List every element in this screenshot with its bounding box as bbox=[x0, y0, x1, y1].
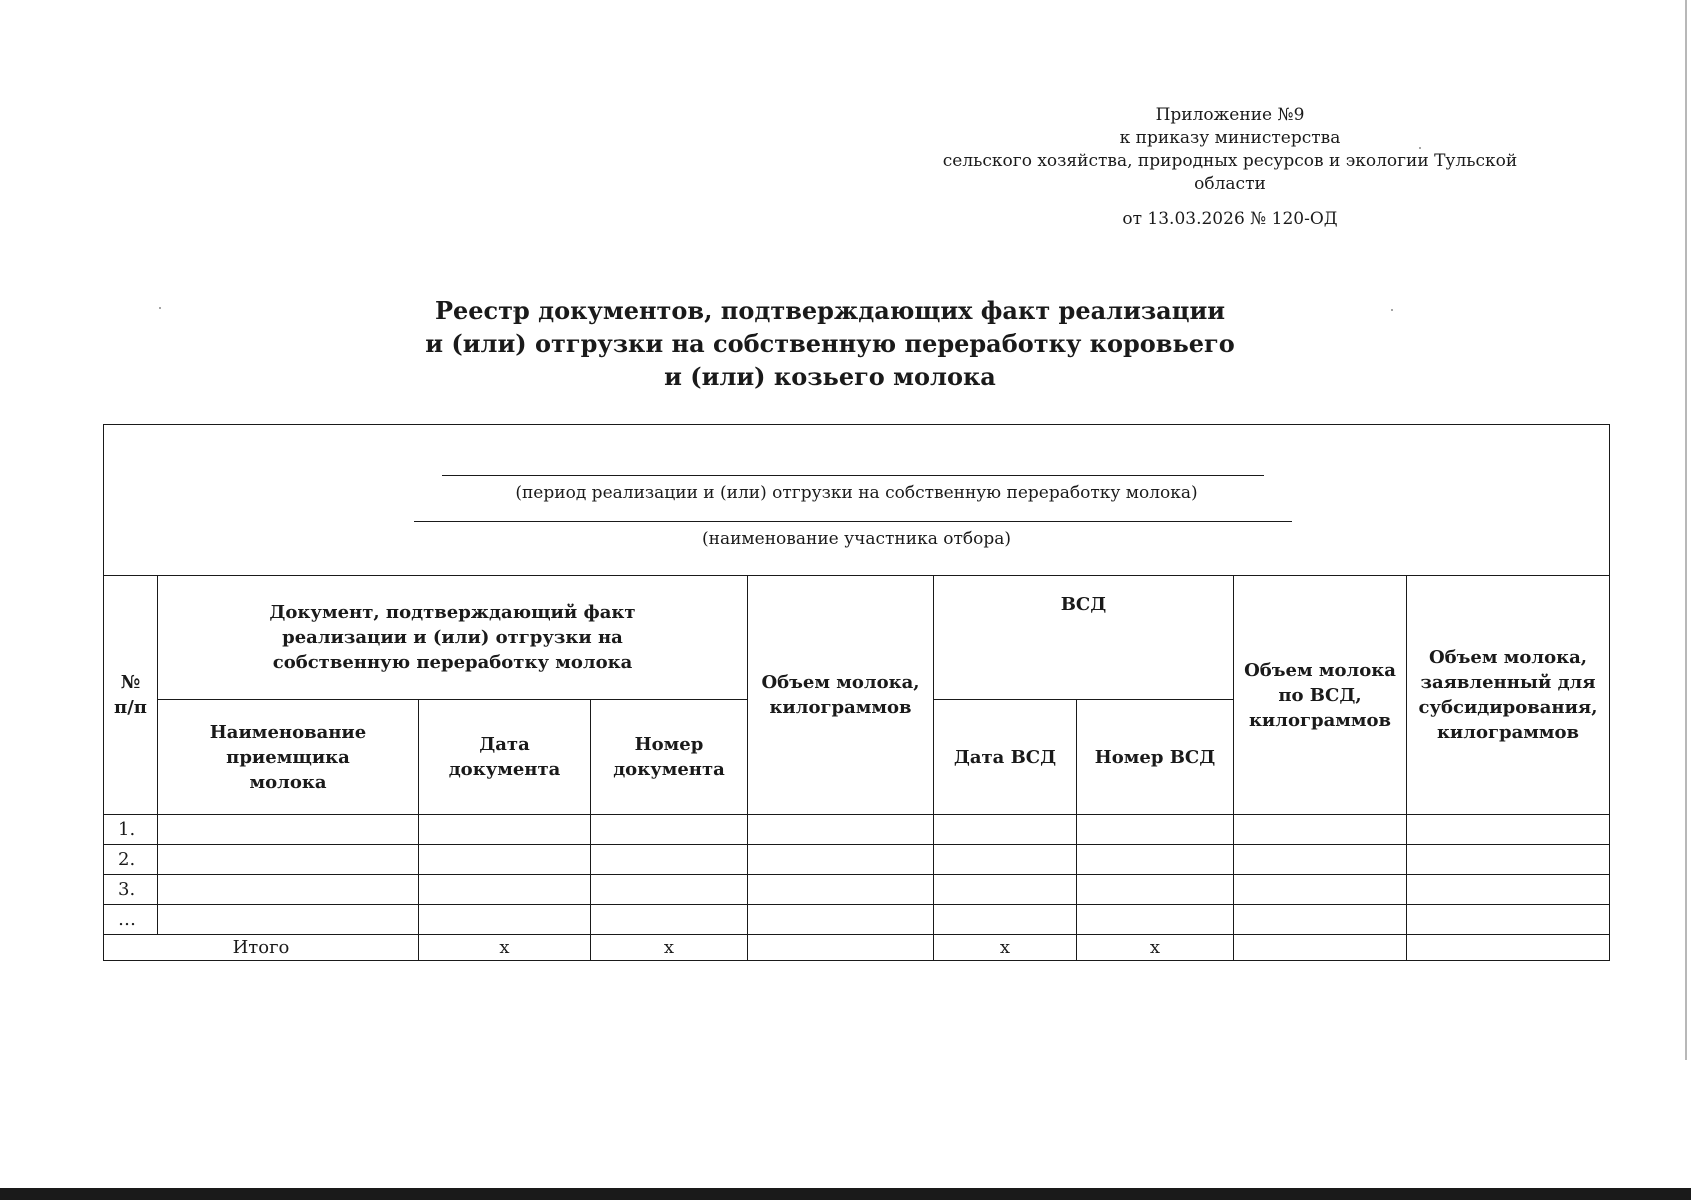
milk-volume-cell[interactable] bbox=[748, 815, 934, 845]
header-vsd-number: Номер ВСД bbox=[1077, 700, 1234, 815]
header-vsd-date: Дата ВСД bbox=[934, 700, 1077, 815]
registry-table bbox=[103, 424, 1610, 961]
title-line: Реестр документов, подтверждающих факт реализации bbox=[434, 296, 1226, 325]
title-line: и (или) отгрузки на собственную переработку коровьего bbox=[425, 329, 1235, 358]
total-vsd-number: x bbox=[1077, 935, 1234, 961]
period-caption: (период реализации и (или) отгрузки на собственную переработку молока) bbox=[515, 483, 1198, 503]
scan-speck bbox=[159, 307, 161, 309]
doc-date-cell[interactable] bbox=[419, 815, 591, 845]
row-number: … bbox=[104, 905, 158, 935]
subsidy-volume-cell[interactable] bbox=[1407, 815, 1610, 845]
scan-speck bbox=[1419, 147, 1421, 149]
row-number: 3. bbox=[104, 875, 158, 905]
row-number: 1. bbox=[104, 815, 158, 845]
doc-date-cell[interactable] bbox=[419, 875, 591, 905]
header-milk-volume: Объем молока, килограммов bbox=[748, 576, 934, 815]
table-row bbox=[104, 875, 1610, 905]
total-subsidy-volume-cell[interactable] bbox=[1407, 935, 1610, 961]
subsidy-volume-cell[interactable] bbox=[1407, 875, 1610, 905]
appendix-order-ref: к приказу министерства bbox=[1119, 128, 1341, 148]
vsd-date-cell[interactable] bbox=[934, 815, 1077, 845]
table-row bbox=[104, 845, 1610, 875]
scan-bottom-border bbox=[0, 1188, 1691, 1200]
participant-fill-line[interactable] bbox=[414, 521, 1292, 522]
vsd-date-cell[interactable] bbox=[934, 905, 1077, 935]
vsd-number-cell[interactable] bbox=[1077, 845, 1234, 875]
header-doc-date: Дата документа bbox=[419, 700, 591, 815]
appendix-order-date: от 13.03.2026 № 120-ОД bbox=[1122, 209, 1338, 229]
appendix-header bbox=[900, 104, 1560, 231]
vsd-date-cell[interactable] bbox=[934, 875, 1077, 905]
total-milk-volume-cell[interactable] bbox=[748, 935, 934, 961]
total-label: Итого bbox=[104, 935, 419, 961]
table-row bbox=[104, 815, 1610, 845]
table-row bbox=[104, 905, 1610, 935]
page-edge-shadow bbox=[1685, 0, 1687, 1060]
receiver-name-cell[interactable] bbox=[158, 815, 419, 845]
total-doc-date: x bbox=[419, 935, 591, 961]
receiver-name-cell[interactable] bbox=[158, 845, 419, 875]
total-row bbox=[104, 935, 1610, 961]
header-vsd-volume: Объем молока по ВСД, килограммов bbox=[1234, 576, 1407, 815]
doc-number-cell[interactable] bbox=[591, 815, 748, 845]
total-vsd-date: x bbox=[934, 935, 1077, 961]
period-fill-line[interactable] bbox=[442, 475, 1264, 476]
header-receiver-name: Наименование приемщика молока bbox=[158, 700, 419, 815]
total-doc-number: x bbox=[591, 935, 748, 961]
header-vsd-group: ВСД bbox=[934, 576, 1234, 700]
vsd-volume-cell[interactable] bbox=[1234, 815, 1407, 845]
header-subsidy-volume: Объем молока, заявленный для субсидирования, килограммов bbox=[1407, 576, 1610, 815]
doc-date-cell[interactable] bbox=[419, 845, 591, 875]
appendix-region: области bbox=[1194, 174, 1266, 194]
vsd-volume-cell[interactable] bbox=[1234, 875, 1407, 905]
header-doc-number: Номер документа bbox=[591, 700, 748, 815]
milk-volume-cell[interactable] bbox=[748, 905, 934, 935]
vsd-date-cell[interactable] bbox=[934, 845, 1077, 875]
doc-number-cell[interactable] bbox=[591, 845, 748, 875]
vsd-number-cell[interactable] bbox=[1077, 875, 1234, 905]
document-title bbox=[300, 294, 1360, 393]
doc-date-cell[interactable] bbox=[419, 905, 591, 935]
subsidy-volume-cell[interactable] bbox=[1407, 845, 1610, 875]
registry-table-container bbox=[103, 424, 1609, 961]
vsd-number-cell[interactable] bbox=[1077, 905, 1234, 935]
appendix-number: Приложение №9 bbox=[1155, 105, 1305, 125]
participant-caption: (наименование участника отбора) bbox=[702, 529, 1011, 549]
title-line: и (или) козьего молока bbox=[664, 362, 996, 391]
milk-volume-cell[interactable] bbox=[748, 875, 934, 905]
subsidy-volume-cell[interactable] bbox=[1407, 905, 1610, 935]
header-num: № п/п bbox=[104, 576, 158, 815]
row-number: 2. bbox=[104, 845, 158, 875]
doc-number-cell[interactable] bbox=[591, 905, 748, 935]
vsd-volume-cell[interactable] bbox=[1234, 845, 1407, 875]
form-header-cell bbox=[104, 425, 1610, 576]
appendix-ministry: сельского хозяйства, природных ресурсов и экологии Тульской bbox=[942, 151, 1518, 171]
vsd-number-cell[interactable] bbox=[1077, 815, 1234, 845]
header-document-group: Документ, подтверждающий факт реализации и (или) отгрузки на собственную переработку молока bbox=[158, 576, 748, 700]
receiver-name-cell[interactable] bbox=[158, 905, 419, 935]
milk-volume-cell[interactable] bbox=[748, 845, 934, 875]
scan-speck bbox=[1391, 309, 1393, 311]
doc-number-cell[interactable] bbox=[591, 875, 748, 905]
receiver-name-cell[interactable] bbox=[158, 875, 419, 905]
total-vsd-volume-cell[interactable] bbox=[1234, 935, 1407, 961]
vsd-volume-cell[interactable] bbox=[1234, 905, 1407, 935]
